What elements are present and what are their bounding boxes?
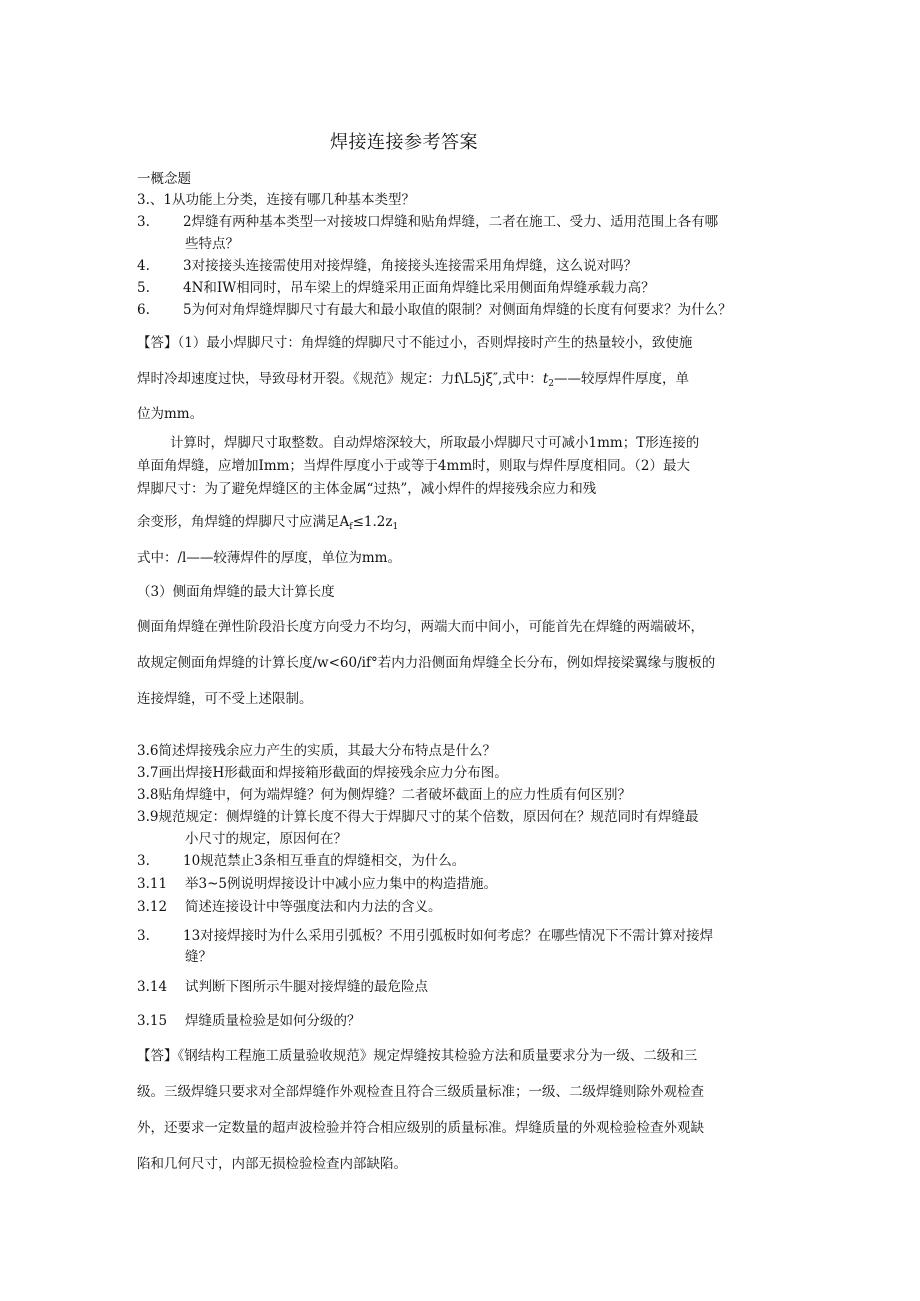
question-3-1: 3.、1从功能上分类，连接有哪几种基本类型？ [137,192,415,208]
section-heading: 一概念题 [137,171,191,187]
answer1-line-2-rest: ——较厚焊件厚度，单 [553,371,689,387]
answer1-line-9: （3）侧面角焊缝的最大计算长度 [137,584,335,600]
answer2-line-4: 陷和几何尺寸，内部无损检验检查内部缺陷。 [137,1156,407,1172]
answer1-line-2 [137,370,689,393]
answer1-line-4: 计算时，焊脚尺寸取整数。自动焊熔深较大，所取最小焊脚尺寸可减小1mm；T形连接的 [170,435,700,451]
question-number: 3.11 [137,876,168,892]
subscript-1: 1 [392,522,399,532]
answer1-line-7 [137,513,398,536]
subscript-2: 2 [548,379,554,389]
question-3-2-continued: 些特点？ [185,236,239,252]
question-3-8: 3.8贴角焊缝中，何为端焊缝？何为侧焊缝？二者破坏截面上的应力性质有何区别？ [137,787,631,803]
answer1-line-2-text: 焊时冷却速度过快，导致母材开裂。《规范》规定：力f\L5jξ″,式中： [137,371,543,387]
question-3-13-continued: 缝？ [185,949,212,965]
question-number: 6. [137,302,150,318]
question-3-5 [137,301,732,319]
question-text: 4N和IW相同时，吊车梁上的焊缝采用正面角焊缝比采用侧面角焊缝承载力高？ [183,280,655,296]
question-number: 3. [137,853,150,869]
answer1-line-7-formula: ≤1.2z [352,514,393,530]
answer1-line-5: 单面角焊缝，应增加Imm；当焊件厚度小于或等于4mm时，则取与焊件厚度相同。（2）最大 [137,458,690,474]
answer2-line-1: 【答】《钢结构工程施工质量验收规范》规定焊缝按其检验方法和质量要求分为一级、二级和三 [137,1048,698,1064]
question-text: 2焊缝有两种基本类型一对接坡口焊缝和贴角焊缝，二者在施工、受力、适用范围上各有哪 [183,214,719,230]
answer1-line-8: 式中：/l——较薄焊件的厚度，单位为mm。 [137,550,401,566]
question-number: 3. [137,928,150,944]
question-number: 3. [137,214,150,230]
answer1-line-7-text: 余变形，角焊缝的焊脚尺寸应满足A [137,514,350,530]
answer1-line-11: 故规定侧面角焊缝的计算长度/w<60/if°若内力沿侧面角焊缝全长分布，例如焊接梁翼缘与腹板的 [137,655,716,671]
answer1-line-3: 位为mm。 [137,406,204,422]
question-text: 13对接焊接时为什么采用引弧板？不用引弧板时如何考虑？在哪些情况下不需计算对接焊 [183,928,714,944]
question-text: 5为何对角焊缝焊脚尺寸有最大和最小取值的限制？对侧面角焊缝的长度有何要求？为什么？ [183,302,732,318]
question-3-9-continued: 小尺寸的规定，原因何在？ [185,831,347,847]
question-3-2 [137,213,718,231]
answer1-line-6: 焊脚尺寸：为了避免焊缝区的主体金属“过热”，减小焊件的焊接残余应力和残 [137,481,597,497]
question-number: 3.14 [137,979,168,995]
question-text: 举3~5例说明焊接设计中减小应力集中的构造措施。 [185,876,497,892]
answer1-line-1: 【答】（1）最小焊脚尺寸：角焊缝的焊脚尺寸不能过小，否则焊接时产生的热量较小，致使施 [137,335,693,351]
question-text: 3对接接头连接需使用对接焊缝，角接接头连接需采用角焊缝，这么说对吗？ [183,258,638,274]
question-3-3 [137,257,637,275]
question-3-11 [137,875,497,893]
document-title: 焊接连接参考答案 [330,132,478,153]
subscript-f: f [349,522,353,532]
question-3-9: 3.9规范规定：侧焊缝的计算长度不得大于焊脚尺寸的某个倍数，原因何在？规范同时有焊缝最 [137,809,699,825]
answer2-line-3: 外，还要求一定数量的超声波检验并符合相应级别的质量标准。焊缝质量的外观检验检查外观缺 [137,1120,704,1136]
answer1-line-12: 连接焊缝，可不受上述限制。 [137,691,313,707]
question-3-7: 3.7画出焊接H形截面和焊接箱形截面的焊接残余应力分布图。 [137,765,508,781]
question-3-12 [137,898,442,916]
question-number: 5. [137,280,150,296]
answer1-line-10: 侧面角焊缝在弹性阶段沿长度方向受力不均匀，两端大而中间小，可能首先在焊缝的两端破坏， [137,619,704,635]
question-3-6: 3.6简述焊接残余应力产生的实质，其最大分布特点是什么？ [137,743,496,759]
question-3-15 [137,1012,361,1030]
answer2-line-2: 级。三级焊缝只要求对全部焊缝作外观检查且符合三级质量标准；一级、二级焊缝则除外观检查 [137,1084,704,1100]
question-3-10 [137,852,465,870]
variable-t: t [542,371,549,387]
question-3-14 [137,978,428,996]
question-text: 试判断下图所示牛腿对接焊缝的最危险点 [185,979,428,995]
question-number: 3.12 [137,899,168,915]
question-text: 简述连接设计中等强度法和内力法的含义。 [185,899,442,915]
question-3-4 [137,279,655,297]
question-text: 焊缝质量检验是如何分级的？ [185,1013,361,1029]
question-3-13 [137,927,713,945]
question-text: 10规范禁止3条相互垂直的焊缝相交，为什么。 [183,853,466,869]
question-number: 3.15 [137,1013,168,1029]
question-number: 4. [137,258,150,274]
